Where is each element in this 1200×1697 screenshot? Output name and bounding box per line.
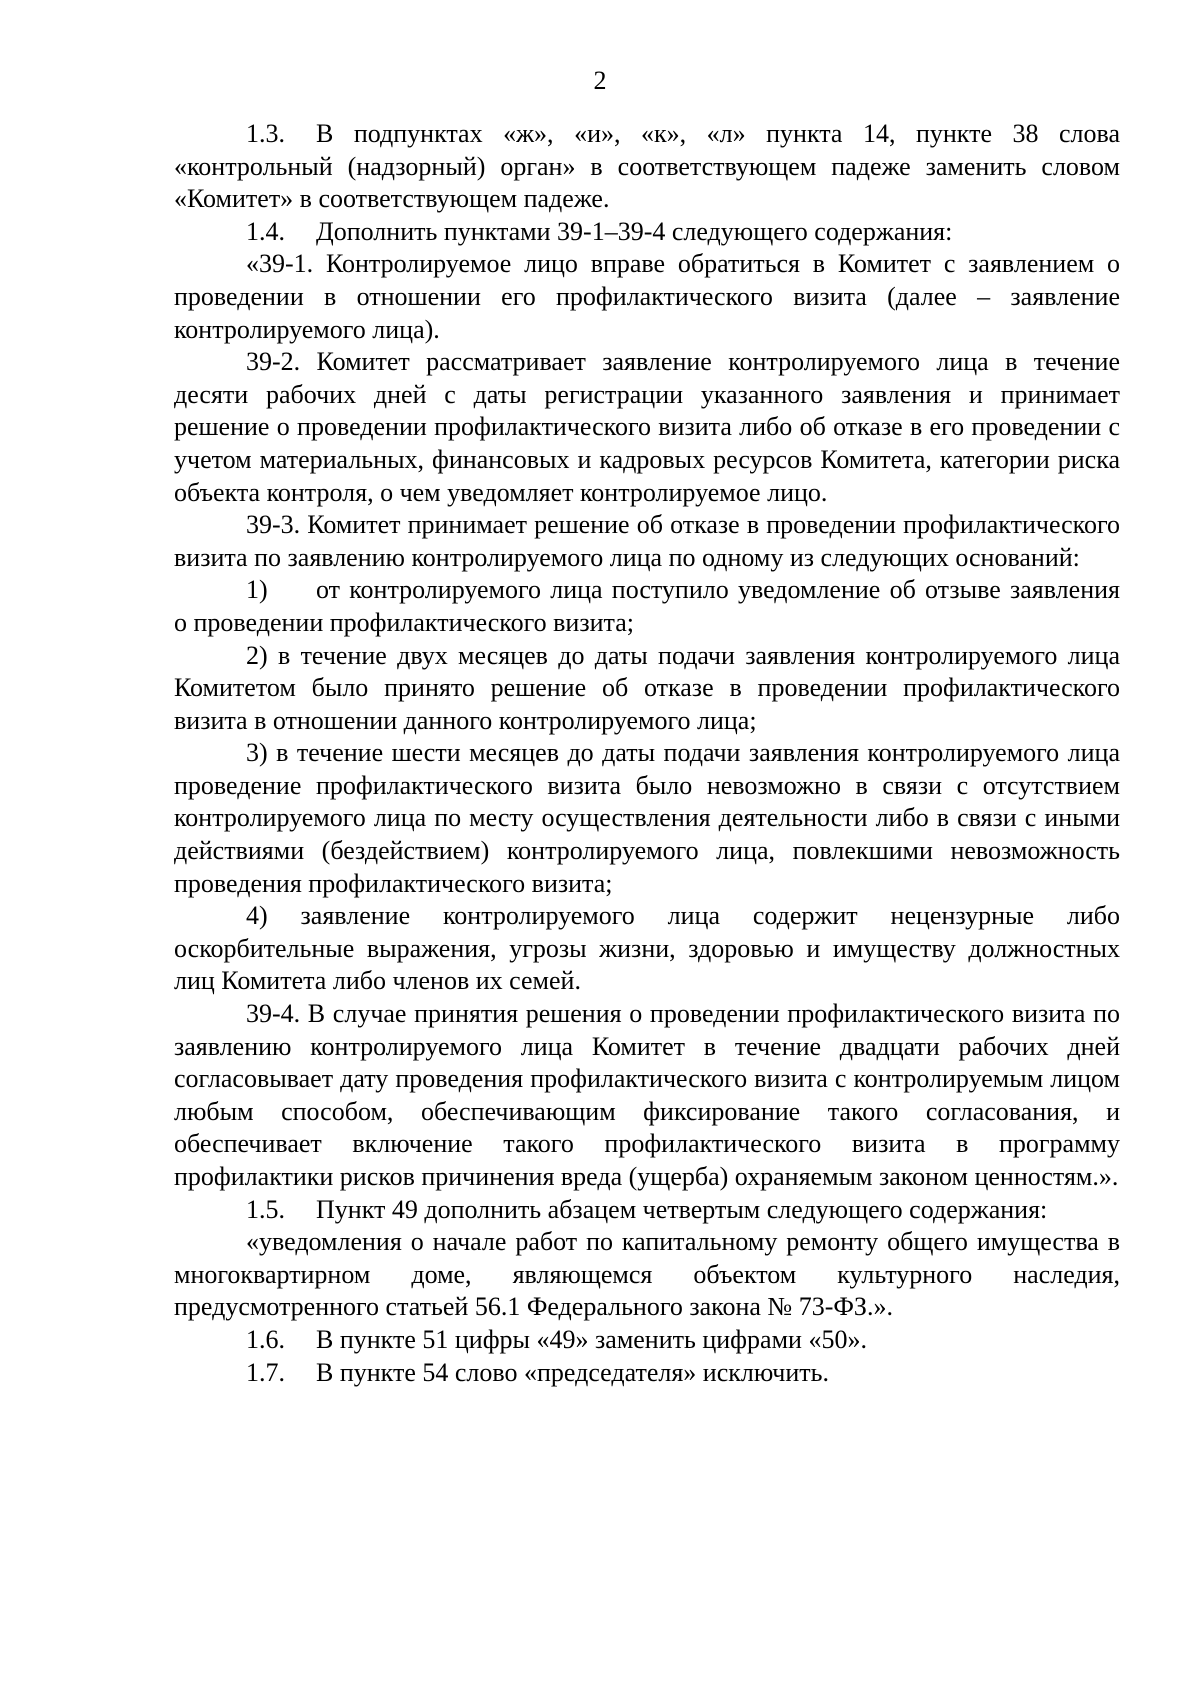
paragraph-text: В подпунктах «ж», «и», «к», «л» пункта 14, пункте 38 слова «контрольный (надзорный) орган» в соответствующем падеже заменить словом «Комитет» в соответствующем падеже.	[174, 119, 1120, 214]
list-item-3	[174, 737, 1120, 900]
list-item-text: 3) в течение шести месяцев до даты подачи заявления контролируемого лица проведение профилактического визита было невозможно в связи с отсутствием контролируемого лица по месту осуществления деятельности либо в связи с иными действиями (бездействием) контролируемого лица, повлекшими невозможность проведения профилактического визита;	[174, 738, 1120, 898]
list-item-text: от контролируемого лица поступило уведомление об отзыве заявления о проведении профилактического визита;	[174, 575, 1120, 637]
paragraph-number: 1.3.	[246, 119, 285, 148]
paragraph-39-2	[174, 346, 1120, 509]
paragraph-text: В пункте 54 слово «председателя» исключить.	[316, 1357, 830, 1387]
document-body	[174, 118, 1120, 1389]
paragraph-39-1	[174, 248, 1120, 346]
paragraph-text: Дополнить пунктами 39-1–39-4 следующего содержания:	[316, 216, 953, 246]
list-item-text: 2) в течение двух месяцев до даты подачи заявления контролируемого лица Комитетом было принято решение об отказе в проведении профилактического визита в отношении данного контролируемого лица;	[174, 640, 1120, 735]
paragraph-number: 1.6.	[246, 1324, 285, 1354]
paragraph-text: «39-1. Контролируемое лицо вправе обратиться в Комитет с заявлением о проведении в отношении его профилактического визита (далее – заявление контролируемого лица).	[174, 249, 1120, 344]
paragraph-text: В пункте 51 цифры «49» заменить цифрами «50».	[316, 1324, 867, 1354]
paragraph-1-5-quote	[174, 1226, 1120, 1324]
paragraph-text: 39-2. Комитет рассматривает заявление контролируемого лица в течение десяти рабочих дней с даты регистрации указанного заявления и принимает решение о проведении профилактического визита либо об отказе в его проведении с учетом материальных, финансовых и кадровых ресурсов Комитета, категории риска объекта контроля, о чем уведомляет контролируемое лицо.	[174, 347, 1120, 507]
paragraph-number: 1.7.	[246, 1357, 285, 1387]
list-item-4	[174, 900, 1120, 998]
paragraph-1-3	[174, 118, 1120, 216]
list-item-1	[174, 574, 1120, 639]
paragraph-text: Пункт 49 дополнить абзацем четвертым следующего содержания:	[316, 1194, 1048, 1224]
paragraph-1-7	[174, 1357, 1120, 1390]
paragraph-39-3	[174, 509, 1120, 574]
paragraph-text: 39-3. Комитет принимает решение об отказе в проведении профилактического визита по заявлению контролируемого лица по одному из следующих оснований:	[174, 510, 1120, 572]
paragraph-39-4	[174, 998, 1120, 1194]
list-item-2	[174, 640, 1120, 738]
paragraph-1-4	[174, 216, 1120, 249]
paragraph-number: 1.4.	[246, 216, 285, 246]
paragraph-number: 1.5.	[246, 1194, 285, 1224]
paragraph-text: 39-4. В случае принятия решения о проведении профилактического визита по заявлению контролируемого лица Комитет в течение двадцати рабочих дней согласовывает дату проведения профилактического визита с контролируемым лицом любым способом, обеспечивающим фиксирование такого согласования, и обеспечивает включение такого профилактического визита в программу профилактики рисков причинения вреда (ущерба) охраняемым законом ценностям.».	[174, 999, 1120, 1191]
page-number: 2	[593, 66, 607, 95]
paragraph-1-5	[174, 1194, 1120, 1227]
list-item-text: 4) заявление контролируемого лица содержит нецензурные либо оскорбительные выражения, угрозы жизни, здоровью и имуществу должностных лиц Комитета либо членов их семей.	[174, 901, 1120, 996]
list-item-number: 1)	[246, 575, 268, 605]
paragraph-1-6	[174, 1324, 1120, 1357]
paragraph-text: «уведомления о начале работ по капитальному ремонту общего имущества в многоквартирном доме, являющемся объектом культурного наследия, предусмотренного статьей 56.1 Федерального закона № 73-ФЗ.».	[174, 1227, 1120, 1322]
